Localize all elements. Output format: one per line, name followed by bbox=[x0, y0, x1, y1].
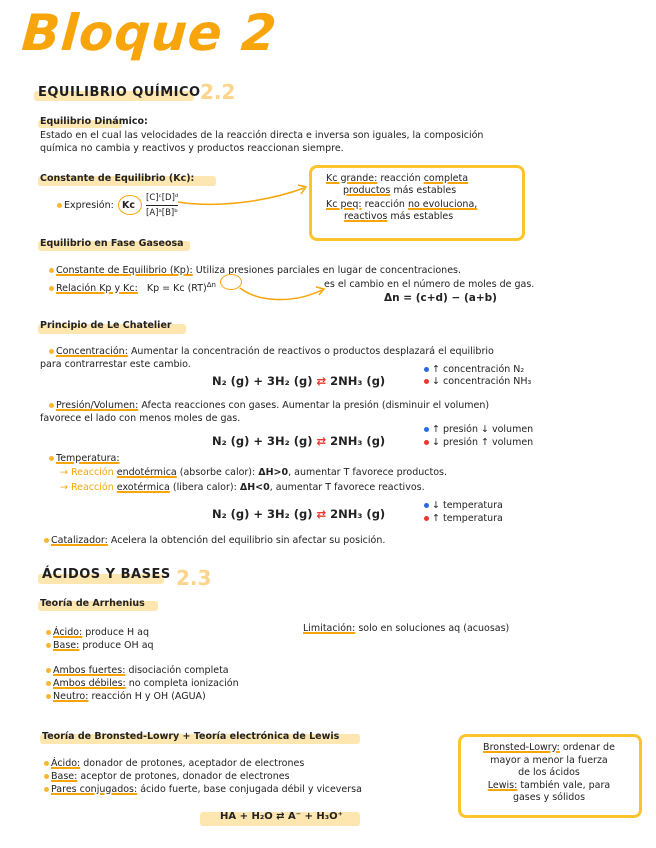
kc-box-line-1: Kc grande: reacción completa bbox=[326, 173, 469, 184]
bl-label: Teoría de Bronsted-Lowry + Teoría electrónica de Lewis bbox=[42, 731, 340, 742]
bl-pares: Pares conjugados: ácido fuerte, base conjugada débil y viceversa bbox=[44, 784, 362, 796]
page-title: Bloque 2 bbox=[19, 4, 280, 62]
pres-line-1: Presión/Volumen: Afecta reacciones con gases. Aumentar la presión (disminuir el volumen) bbox=[49, 400, 489, 412]
delta-equation: Δn = (c+d) − (a+b) bbox=[384, 292, 497, 304]
kc-arrow bbox=[176, 182, 311, 210]
temp-label: Temperatura: bbox=[49, 453, 120, 465]
kc-denominator: [A]ᵃ[B]ᵇ bbox=[146, 208, 178, 218]
kc-symbol: Kc bbox=[122, 200, 135, 211]
delta-text: es el cambio en el número de moles de gas. bbox=[324, 279, 535, 290]
section-number-2: 2.3 bbox=[176, 566, 212, 590]
delta-arrow bbox=[238, 284, 328, 306]
kc-box-line-2: productos más estables bbox=[343, 185, 457, 196]
rel-line: Relación Kp y Kc: Kp = Kc (RT)$^{\Delta n}$ bbox=[49, 279, 216, 295]
equation-pres: N₂ (g) + 3H₂ (g) ⇄ 2NH₃ (g) bbox=[212, 434, 386, 448]
bl-equation: HA + H₂O ⇄ A⁻ + H₃O⁺ bbox=[220, 811, 343, 822]
bl-box-text: Bronsted-Lowry: ordenar de mayor a menor la fuerza de los ácidos Lewis: también vale, para gases y sólidos bbox=[483, 742, 615, 803]
endo-line: → Reacción endotérmica (absorbe calor): ΔH>0, aumentar T favorece productos. bbox=[60, 467, 447, 478]
dinamico-label: Equilibrio Dinámico: bbox=[40, 116, 148, 127]
kc-label: Constante de Equilibrio (Kc): bbox=[40, 173, 195, 184]
arr-limitation: Limitación: solo en soluciones aq (acuosas) bbox=[303, 623, 510, 634]
kp-line: Constante de Equilibrio (Kp): Utiliza presiones parciales en lugar de concentraciones. bbox=[49, 265, 461, 277]
temp-bullet-1: ↓ temperatura bbox=[424, 500, 503, 512]
bl-acid: Ácido: donador de protones, aceptador de electrones bbox=[44, 758, 304, 770]
pres-bullet-1: ↑ presión ↓ volumen bbox=[424, 424, 533, 436]
kc-box-line-4: reactivos más estables bbox=[344, 211, 454, 222]
section-heading-acidos: ÁCIDOS Y BASES bbox=[42, 567, 171, 582]
equation-temp: N₂ (g) + 3H₂ (g) ⇄ 2NH₃ (g) bbox=[212, 507, 386, 521]
kc-expression-label: Expresión: bbox=[64, 200, 114, 211]
conc-line-2: para contrarrestar este cambio. bbox=[40, 359, 191, 370]
equation-conc: N₂ (g) + 3H₂ (g) ⇄ 2NH₃ (g) bbox=[212, 374, 386, 388]
kc-box-line-3: Kc peq: reacción no evoluciona, bbox=[326, 199, 478, 210]
exo-line: → Reacción exotérmica (libera calor): ΔH<0, aumentar T favorece reactivos. bbox=[60, 482, 425, 493]
gas-label: Equilibrio en Fase Gaseosa bbox=[40, 238, 184, 249]
lc-label: Principio de Le Chatelier bbox=[40, 320, 172, 331]
arr-acid: Ácido: produce H aq bbox=[46, 627, 149, 639]
arr-base: Base: produce OH aq bbox=[46, 640, 154, 652]
catalizador-line: Catalizador: Acelera la obtención del equilibrio sin afectar su posición. bbox=[44, 535, 385, 547]
dinamico-line-2: química no cambia y reactivos y productos reaccionan siempre. bbox=[40, 143, 344, 154]
conc-bullet-1: ↑ concentración N₂ bbox=[424, 364, 524, 376]
section-number: 2.2 bbox=[200, 80, 236, 104]
pres-bullet-2: ↓ presión ↑ volumen bbox=[424, 437, 533, 449]
section-heading-equilibrio: EQUILIBRIO QUÍMICO bbox=[38, 85, 201, 100]
kc-numerator: [C]ᶜ[D]ᵈ bbox=[146, 193, 179, 203]
dinamico-line-1: Estado en el cual las velocidades de la reacción directa e inversa son iguales, la composición bbox=[40, 130, 484, 141]
temp-bullet-2: ↑ temperatura bbox=[424, 513, 503, 525]
pres-line-2: favorece el lado con menos moles de gas. bbox=[40, 413, 241, 424]
kc-expression bbox=[57, 200, 114, 212]
bl-base: Base: aceptor de protones, donador de electrones bbox=[44, 771, 290, 783]
arr-fuertes: Ambos fuertes: disociación completa bbox=[46, 665, 229, 677]
arr-debiles: Ambos débiles: no completa ionización bbox=[46, 678, 239, 690]
conc-bullet-2: ↓ concentración NH₃ bbox=[424, 376, 531, 388]
arrhenius-label: Teoría de Arrhenius bbox=[40, 598, 145, 609]
arr-neutro: Neutro: reacción H y OH (AGUA) bbox=[46, 691, 206, 703]
conc-line-1: Concentración: Aumentar la concentración de reactivos o productos desplazará el equilibrio bbox=[49, 346, 494, 358]
